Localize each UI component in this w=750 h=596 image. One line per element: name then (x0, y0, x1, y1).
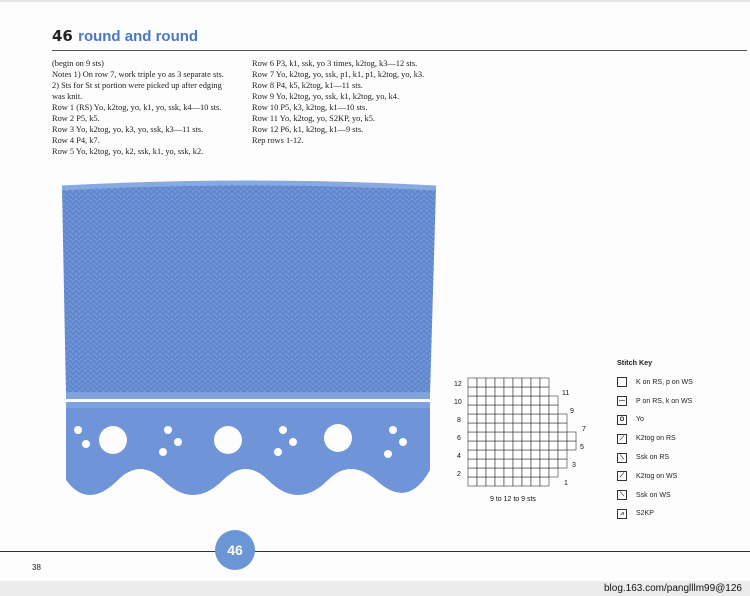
chart-cell (531, 396, 540, 405)
chart-row-label-left: 4 (457, 453, 461, 460)
stitch-key-item (617, 467, 747, 486)
instruction-line: Row 6 P3, k1, ssk, yo 3 times, k2tog, k3—12 sts. (252, 59, 418, 68)
knit-symbol-icon (617, 377, 627, 387)
ssk-ws-symbol-icon: ⟍ (617, 490, 627, 500)
chart-cell (549, 441, 558, 450)
chart-cell (504, 405, 513, 414)
stitch-key-label: K2tog on WS (636, 472, 678, 480)
chart-row-label-right: 9 (570, 408, 574, 415)
chart-cell (504, 387, 513, 396)
chart-cell (540, 441, 549, 450)
stitch-key-item (617, 411, 747, 430)
chart-cell (531, 459, 540, 468)
chart-cell (549, 396, 558, 405)
chart-cell (531, 432, 540, 441)
chart-cell (504, 441, 513, 450)
chart-cell (540, 468, 549, 477)
chart-cell (486, 423, 495, 432)
chart-row-label-right: 5 (580, 444, 584, 451)
chart-cell (468, 423, 477, 432)
chart-cell (486, 396, 495, 405)
instruction-line: Rep rows 1-12. (252, 136, 304, 145)
chart-cell (477, 450, 486, 459)
instruction-line: Row 9 Yo, k2tog, yo, ssk, k1, k2tog, yo, k4. (252, 92, 400, 101)
instruction-line: 2) Sts for St st portion were picked up after edging (52, 81, 222, 90)
k2tog-rs-symbol-icon: ⟋ (617, 434, 627, 444)
chart-cell (549, 468, 558, 477)
chart-cell (522, 441, 531, 450)
chart-row-label-right: 11 (562, 390, 570, 397)
ssk-rs-symbol-icon: ⟍ (617, 453, 627, 463)
chart-cell (513, 468, 522, 477)
chart-cell (486, 477, 495, 486)
chart-cell (495, 441, 504, 450)
instruction-line: Row 8 P4, k5, k2tog, k1—11 sts. (252, 81, 363, 90)
chart-cell (468, 396, 477, 405)
chart-cell (477, 441, 486, 450)
chart-cell (531, 477, 540, 486)
chart-cell (477, 396, 486, 405)
chart-cell (531, 414, 540, 423)
stitch-key-label: K on RS, p on WS (636, 378, 693, 386)
chart-cell (522, 468, 531, 477)
pattern-name: round and round (78, 28, 199, 45)
chart-row-label-right: 3 (572, 462, 576, 469)
instruction-line: Row 7 Yo, k2tog, yo, ssk, p1, k1, p1, k2tog, yo, k3. (252, 70, 425, 79)
chart-cell (495, 459, 504, 468)
chart-cell (468, 405, 477, 414)
pattern-title (52, 27, 198, 45)
pattern-number: 46 (52, 27, 73, 45)
stitch-key-label: K2tog on RS (636, 435, 676, 443)
chart-cell (558, 450, 567, 459)
chart-cell (468, 459, 477, 468)
chart-cell (477, 468, 486, 477)
chart-grid (468, 378, 576, 486)
chart-cell (468, 468, 477, 477)
chart-cell (477, 459, 486, 468)
chart-cell (513, 387, 522, 396)
page-top-line (0, 0, 750, 2)
chart-row-label-right: 1 (564, 480, 568, 487)
chart-cell (522, 414, 531, 423)
stitch-key-item (617, 392, 747, 411)
chart-cell (531, 387, 540, 396)
chart-cell (504, 459, 513, 468)
chart-cell (486, 441, 495, 450)
knitted-swatch-image (58, 180, 438, 515)
stitch-key-item (617, 448, 747, 467)
chart-caption: 9 to 12 to 9 sts (490, 496, 536, 503)
chart-row-label-left: 10 (454, 399, 462, 406)
chart-cell (522, 396, 531, 405)
chart-cell (495, 423, 504, 432)
chart-cell (486, 468, 495, 477)
pattern-badge: 46 (215, 530, 255, 570)
chart-cell (495, 432, 504, 441)
chart-cell (513, 477, 522, 486)
chart-row-label-right: 7 (582, 426, 586, 433)
stitch-key-title: Stitch Key (617, 358, 653, 367)
chart-cell (549, 423, 558, 432)
chart-cell (504, 477, 513, 486)
chart-cell (513, 450, 522, 459)
chart-cell (513, 414, 522, 423)
chart-cell (486, 405, 495, 414)
chart-cell (522, 450, 531, 459)
chart-row-label-left: 6 (457, 435, 461, 442)
chart-cell (504, 414, 513, 423)
chart-cell (513, 441, 522, 450)
instruction-line: Notes 1) On row 7, work triple yo as 3 separate sts. (52, 70, 224, 79)
chart-cell (468, 387, 477, 396)
chart-cell (504, 468, 513, 477)
stitch-key-item (617, 505, 747, 524)
chart-cell (540, 396, 549, 405)
chart-cell (504, 378, 513, 387)
stitch-key-label: Yo (636, 416, 644, 424)
chart-cell (540, 459, 549, 468)
chart-cell (531, 378, 540, 387)
chart-cell (486, 450, 495, 459)
chart-cell (504, 450, 513, 459)
chart-cell (540, 387, 549, 396)
chart-cell (540, 477, 549, 486)
instruction-line: Row 5 Yo, k2tog, yo, k2, ssk, k1, yo, ssk, k2. (52, 147, 204, 156)
instruction-line: Row 2 P5, k5. (52, 114, 100, 123)
instructions-column-2 (252, 58, 452, 146)
chart-cell (468, 432, 477, 441)
chart-cell (558, 459, 567, 468)
chart-cell (540, 432, 549, 441)
chart-cell (549, 432, 558, 441)
chart-cell (495, 387, 504, 396)
chart-cell (468, 450, 477, 459)
instruction-line: was knit. (52, 92, 83, 101)
chart-cell (504, 396, 513, 405)
chart-cell (513, 423, 522, 432)
chart-cell (549, 459, 558, 468)
chart-cell (513, 432, 522, 441)
chart-cell (504, 432, 513, 441)
chart-cell (531, 405, 540, 414)
chart-cell (558, 414, 567, 423)
chart-cell (513, 459, 522, 468)
chart-cell (522, 378, 531, 387)
chart-cell (495, 477, 504, 486)
chart-cell (486, 378, 495, 387)
chart-cell (522, 477, 531, 486)
chart-cell (567, 432, 576, 441)
chart-cell (504, 423, 513, 432)
chart-cell (522, 432, 531, 441)
chart-cell (495, 450, 504, 459)
chart-cell (495, 405, 504, 414)
chart-cell (486, 432, 495, 441)
chart-cell (468, 378, 477, 387)
chart-cell (540, 378, 549, 387)
chart-cell (540, 423, 549, 432)
instruction-line: Row 12 P6, k1, k2tog, k1—9 sts. (252, 125, 364, 134)
stitch-key (617, 358, 747, 523)
chart-cell (558, 423, 567, 432)
chart-cell (540, 414, 549, 423)
chart-cell (558, 441, 567, 450)
stitch-key-label: S2KP (636, 510, 654, 518)
stitch-key-item (617, 486, 747, 505)
chart-cell (513, 378, 522, 387)
chart-cell (477, 423, 486, 432)
chart-cell (477, 414, 486, 423)
title-rule (52, 50, 747, 51)
chart-cell (477, 405, 486, 414)
chart-cell (522, 387, 531, 396)
instruction-line: Row 11 Yo, k2tog, yo, S2KP, yo, k5. (252, 114, 376, 123)
stitch-key-item (617, 429, 747, 448)
chart-cell (531, 423, 540, 432)
bottom-rule (0, 551, 750, 552)
yo-symbol-icon: O (617, 415, 627, 425)
chart-cell (531, 468, 540, 477)
chart-cell (549, 405, 558, 414)
chart-cell (549, 450, 558, 459)
chart-row-label-left: 8 (457, 417, 461, 424)
stitch-chart (452, 372, 612, 507)
chart-row-label-left: 12 (454, 381, 462, 388)
chart-row-label-left: 2 (457, 471, 461, 478)
chart-cell (522, 405, 531, 414)
chart-cell (477, 432, 486, 441)
chart-cell (468, 441, 477, 450)
chart-cell (513, 396, 522, 405)
chart-cell (495, 468, 504, 477)
chart-cell (567, 441, 576, 450)
chart-cell (486, 459, 495, 468)
chart-cell (477, 387, 486, 396)
instructions-column-1 (52, 58, 247, 157)
purl-symbol-icon: — (619, 398, 625, 405)
chart-cell (486, 387, 495, 396)
instruction-line: Row 4 P4, k7. (52, 136, 100, 145)
s2kp-symbol-icon: ⩘ (617, 509, 627, 519)
chart-cell (558, 432, 567, 441)
k2tog-ws-symbol-icon: ⟋ (617, 471, 627, 481)
stitch-key-label: P on RS, k on WS (636, 397, 693, 405)
page-number: 38 (32, 563, 41, 572)
chart-cell (531, 441, 540, 450)
chart-cell (522, 423, 531, 432)
chart-cell (549, 414, 558, 423)
chart-cell (486, 414, 495, 423)
chart-cell (468, 477, 477, 486)
instruction-line: Row 3 Yo, k2tog, yo, k3, yo, ssk, k3—11 sts. (52, 125, 204, 134)
chart-cell (477, 378, 486, 387)
chart-cell (495, 414, 504, 423)
chart-cell (468, 414, 477, 423)
chart-cell (540, 450, 549, 459)
chart-cell (531, 450, 540, 459)
chart-cell (522, 459, 531, 468)
chart-cell (540, 405, 549, 414)
instruction-line: (begin on 9 sts) (52, 59, 104, 68)
stitch-key-item (617, 373, 747, 392)
chart-cell (495, 396, 504, 405)
instruction-line: Row 1 (RS) Yo, k2tog, yo, k1, yo, ssk, k4—10 sts. (52, 103, 222, 112)
stitch-key-label: Ssk on WS (636, 491, 671, 499)
chart-cell (495, 378, 504, 387)
stitch-key-label: Ssk on RS (636, 454, 670, 462)
instruction-line: Row 10 P5, k3, k2tog, k1—10 sts. (252, 103, 368, 112)
chart-cell (513, 405, 522, 414)
chart-cell (477, 477, 486, 486)
watermark: blog.163.com/panglllm99@126 (603, 583, 742, 594)
